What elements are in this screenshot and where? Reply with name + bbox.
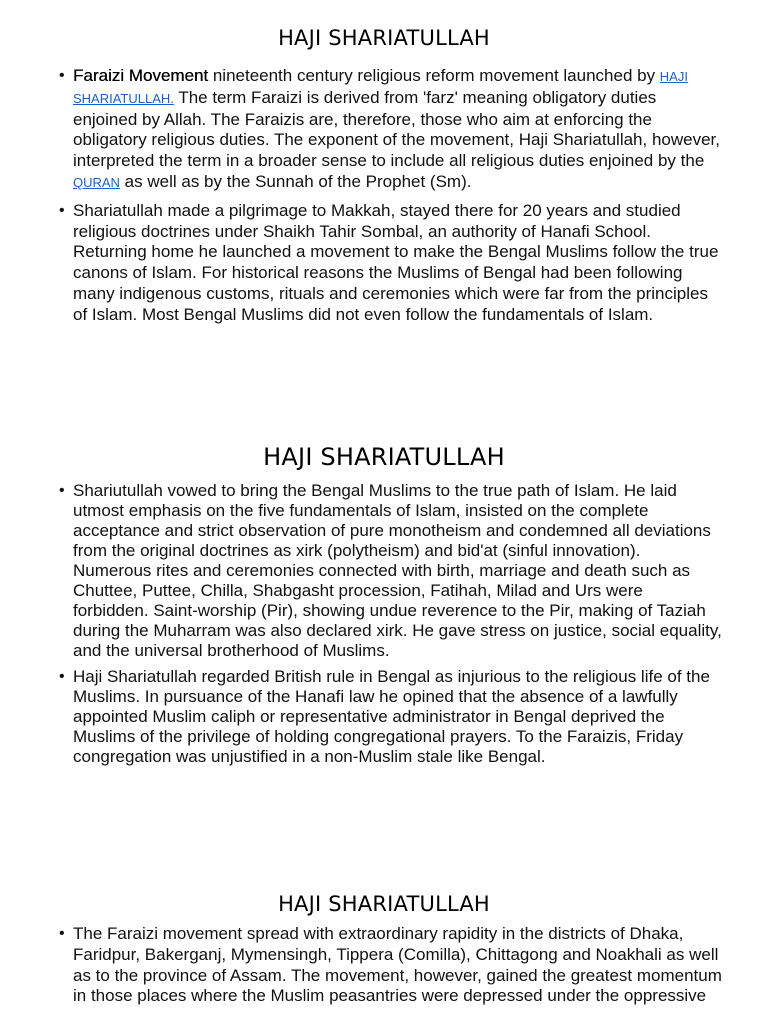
bullet-text: nineteenth century religious reform movement launched by (208, 66, 660, 85)
slide-1 (0, 26, 768, 333)
quran-link[interactable]: QURAN (73, 174, 120, 190)
bullet-item (0, 924, 768, 1007)
bullet-lead-term: Faraizi Movement (73, 66, 209, 85)
bullet-text: The Faraizi movement spread with extraordinary rapidity in the districts of Dhaka, Faridpur, Bakerganj, Mymensingh, Tippera (Comilla), Chittagong and Noakhali as well as to the province of Assam. The movement, however, gained the greatest momentum in those places where the Muslim peasantries were depressed under the oppressive (73, 924, 722, 1006)
bullet-text: as well as by the Sunnah of the Prophet (Sm). (119, 171, 472, 191)
slide-3 (0, 892, 768, 1014)
haji-shariatullah-link[interactable]: HAJI SHARIATULLAH. (73, 69, 688, 106)
bullet-list (0, 924, 768, 1007)
bullet-text: Shariutullah vowed to bring the Bengal Muslims to the true path of Islam. He laid utmost emphasis on the five fundamentals of Islam, insisted on the complete acceptance and strict observation of pure monotheism and condemned all deviations from the original doctrines as xirk (polytheism) and bid'at (sinful innovation). Numerous rites and ceremonies connected with birth, marriage and death such as Chuttee, Puttee, Chilla, Shabgasht procession, Fatihah, Milad and Urs were forbidden. Saint-worship (Pir), showing undue reverence to the Pir, making of Taziah during the Muharram was also declared xirk. He gave stress on justice, social equality, and the universal brotherhood of Muslims. (73, 481, 722, 660)
slide-title: HAJI SHARIATULLAH (263, 443, 505, 471)
bullet-item (0, 201, 768, 326)
bullet-text: Haji Shariatullah regarded British rule in Bengal as injurious to the religious life of the Muslims. In pursuance of the Hanafi law he opined that the absence of a lawfully appointed Muslim caliph or representative administrator in Bengal deprived the Muslims of the privilege of holding congregational prayers. To the Faraizis, Friday congregation was unjustified in a non-Muslim stale like Bengal. (73, 667, 710, 766)
slide-title: HAJI SHARIATULLAH (278, 26, 490, 50)
bullet-item (0, 481, 768, 661)
bullet-text: The term Faraizi is derived from 'farz' meaning obligatory duties enjoined by Allah. The Faraizis are, therefore, those who aim at enforcing the obligatory religious duties. The exponent of the movement, Haji Shariatullah, however, interpreted the term in a broader sense to include all religious duties enjoined by the (73, 87, 721, 171)
bullet-list (0, 481, 768, 767)
bullet-list (0, 66, 768, 326)
slide-title: HAJI SHARIATULLAH (278, 892, 490, 916)
bullet-item (0, 66, 768, 194)
bullet-item (0, 667, 768, 767)
bullet-text: Shariatullah made a pilgrimage to Makkah, stayed there for 20 years and studied religious doctrines under Shaikh Tahir Sombal, an authority of Hanafi School. Returning home he launched a movement to make the Bengal Muslims follow the true canons of Islam. For historical reasons the Muslims of Bengal had been following many indigenous customs, rituals and ceremonies which were far from the principles of Islam. Most Bengal Muslims did not even follow the fundamentals of Islam. (73, 200, 719, 324)
slide-2 (0, 443, 768, 774)
